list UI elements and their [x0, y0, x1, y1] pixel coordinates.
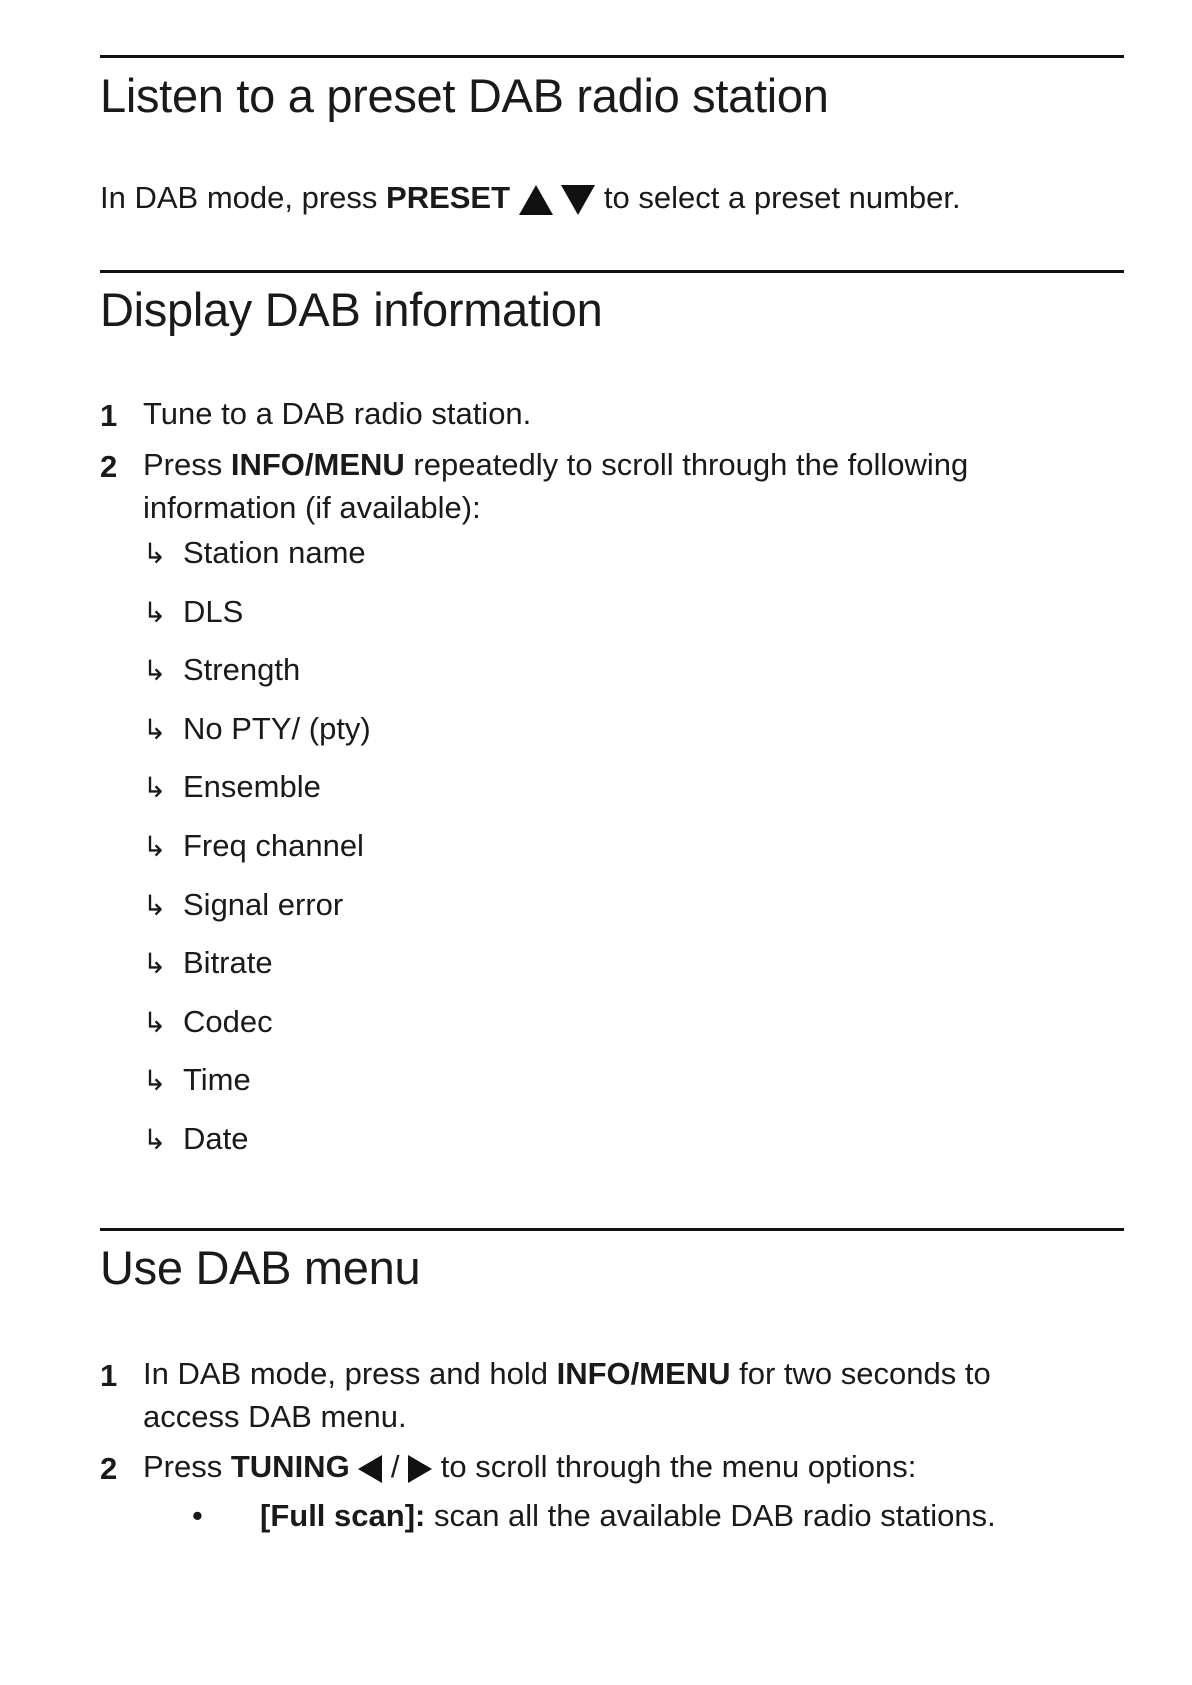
result-arrow-icon: ↳ [143, 655, 167, 687]
info-item [143, 594, 243, 630]
step-text: Tune to a DAB radio station. [143, 396, 532, 431]
result-arrow-icon: ↳ [143, 1006, 167, 1038]
info-item-label: Codec [183, 1003, 273, 1039]
info-item [143, 1062, 251, 1098]
heading-listen-preset: Listen to a preset DAB radio station [100, 69, 829, 122]
preset-instruction-prefix: In DAB mode, press [100, 180, 387, 215]
step-number: 2 [100, 449, 118, 484]
section-divider [100, 270, 1124, 273]
step-text [143, 1352, 1123, 1438]
info-item [143, 1121, 248, 1157]
result-arrow-icon: ↳ [143, 948, 167, 980]
info-item-label: Ensemble [183, 769, 321, 805]
step-text-suffix: repeatedly to scroll through the following [404, 447, 969, 482]
step-text-line2: access DAB menu. [143, 1399, 407, 1434]
step-text-suffix: to scroll through the menu options: [432, 1449, 917, 1484]
info-item-label: DLS [183, 593, 244, 629]
info-item [143, 1004, 273, 1040]
tuning-separator: / [382, 1449, 409, 1484]
step-text [143, 443, 1123, 529]
triangle-left-icon [358, 1455, 382, 1483]
info-item-label: Date [183, 1121, 249, 1156]
info-item-label: Strength [183, 652, 301, 688]
info-item [143, 828, 364, 864]
result-arrow-icon: ↳ [143, 596, 167, 628]
heading-display-info: Display DAB information [100, 283, 603, 336]
step-number: 1 [100, 1358, 118, 1393]
full-scan-option [260, 1498, 996, 1534]
triangle-up-icon [519, 185, 553, 215]
step-text-prefix: In DAB mode, press and hold [143, 1356, 557, 1391]
full-scan-label: [Full scan]: [260, 1498, 426, 1533]
step-number: 2 [100, 1451, 118, 1486]
result-arrow-icon: ↳ [143, 1124, 167, 1155]
info-item-label: Bitrate [183, 945, 273, 981]
info-item-label: No PTY/ (pty) [183, 710, 371, 746]
info-item-label: Station name [183, 535, 366, 570]
result-arrow-icon: ↳ [143, 889, 167, 921]
info-item [143, 769, 321, 805]
info-item [143, 535, 366, 571]
bullet-dot: • [192, 1498, 203, 1533]
info-item [143, 887, 343, 923]
result-arrow-icon: ↳ [143, 831, 167, 862]
info-menu-key: INFO/MENU [556, 1356, 731, 1391]
info-item [143, 652, 300, 688]
preset-instruction-suffix: to select a preset number. [595, 180, 961, 215]
step-number: 1 [100, 398, 118, 433]
result-arrow-icon: ↳ [143, 538, 167, 569]
full-scan-description: scan all the available DAB radio stations. [425, 1498, 996, 1533]
step-text [143, 1445, 1123, 1488]
result-arrow-icon: ↳ [143, 1065, 167, 1097]
section-divider [100, 55, 1124, 58]
info-item-label: Time [183, 1062, 251, 1098]
step-text-suffix: for two seconds to [730, 1356, 991, 1391]
info-item [143, 711, 371, 747]
tuning-key: TUNING [230, 1449, 350, 1484]
info-item [143, 945, 273, 981]
result-arrow-icon: ↳ [143, 713, 167, 745]
preset-instruction [100, 180, 961, 216]
step-text-line2: information (if available): [143, 490, 481, 525]
triangle-right-icon [408, 1455, 432, 1483]
heading-use-menu: Use DAB menu [100, 1241, 421, 1294]
info-item-label: Signal error [183, 886, 344, 922]
result-arrow-icon: ↳ [143, 772, 167, 804]
info-item-label: Freq channel [183, 828, 364, 863]
preset-key: PRESET [386, 180, 511, 215]
triangle-down-icon [561, 185, 595, 215]
section-divider [100, 1228, 1124, 1231]
info-menu-key: INFO/MENU [230, 447, 405, 482]
step-text-prefix: Press [143, 447, 231, 482]
step-text-prefix: Press [143, 1449, 231, 1484]
